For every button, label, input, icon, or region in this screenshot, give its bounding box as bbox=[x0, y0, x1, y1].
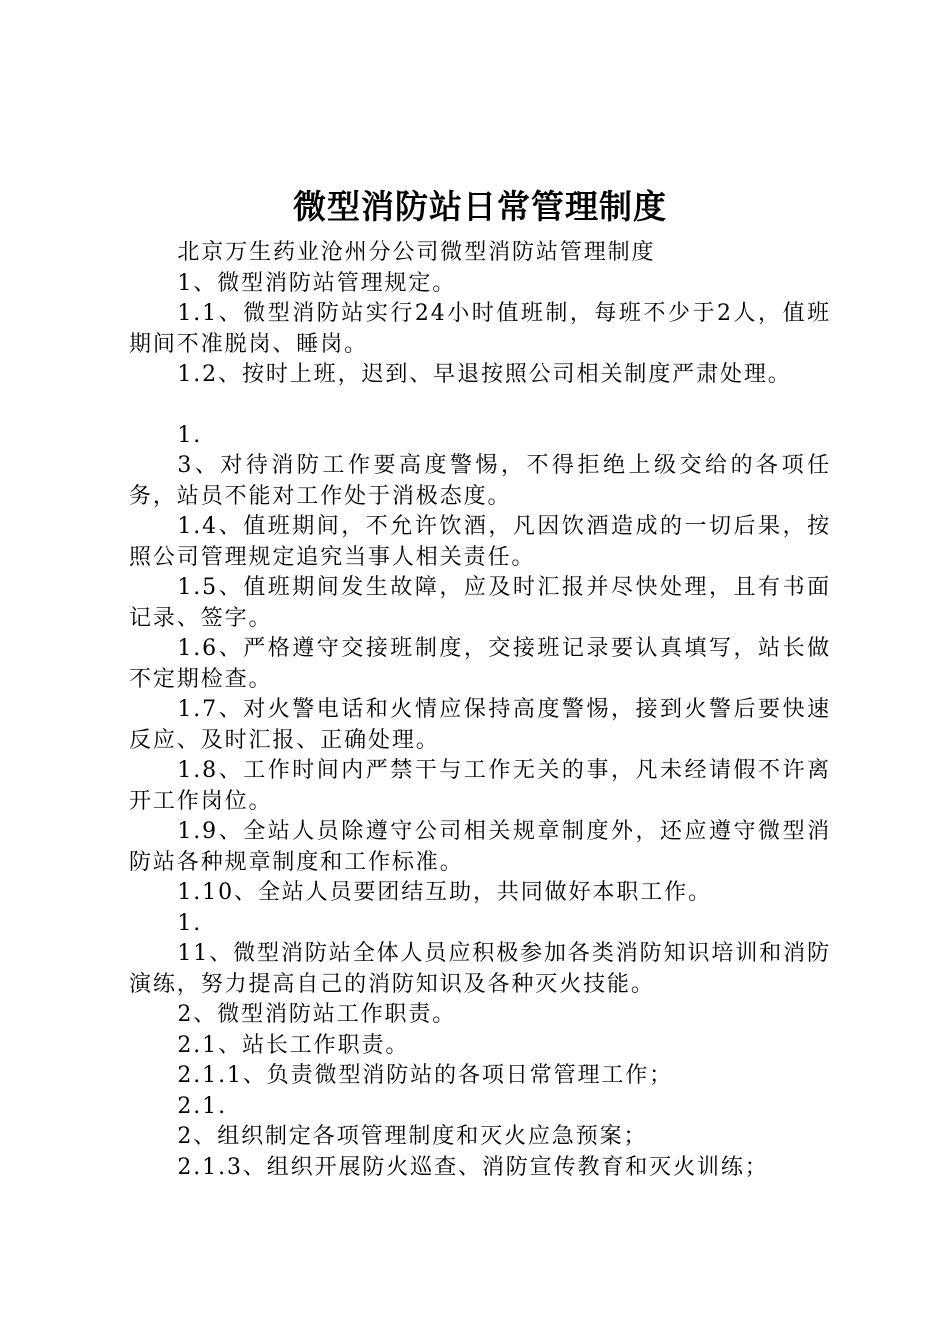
paragraph-1-2: 1.2、按时上班，迟到、早退按照公司相关制度严肃处理。 bbox=[177, 362, 792, 387]
paragraph-1-9: 1.9、全站人员除遵守公司相关规章制度外，还应遵守微型消防站各种规章制度和工作标准。 bbox=[129, 819, 831, 875]
paragraph-1-7: 1.7、对火警电话和火情应保持高度警惕，接到火警后要快速反应、及时汇报、正确处理。 bbox=[129, 697, 831, 753]
paragraph-2-1: 2.1、站长工作职责。 bbox=[177, 1032, 410, 1058]
document-title: 微型消防站日常管理制度 bbox=[293, 187, 667, 226]
paragraph-1-5: 1.5、值班期间发生故障，应及时汇报并尽快处理，且有书面记录、签字。 bbox=[129, 575, 831, 631]
paragraph-1-8: 1.8、工作时间内严禁干与工作无关的事，凡未经请假不许离开工作岗位。 bbox=[129, 758, 831, 814]
paragraph-1-11: 11、微型消防站全体人员应积极参加各类消防知识培训和消防演练，努力提高自己的消防知识及各种灭火技能。 bbox=[129, 941, 831, 997]
paragraph-section-2: 2、微型消防站工作职责。 bbox=[177, 1002, 457, 1027]
paragraph-1-3: 3、对待消防工作要高度警惕，不得拒绝上级交给的各项任务，站员不能对工作处于消极态度。 bbox=[129, 453, 831, 509]
paragraph-section-1: 1、微型消防站管理规定。 bbox=[177, 270, 457, 296]
paragraph-1-4: 1.4、值班期间，不允许饮酒，凡因饮酒造成的一切后果，按照公司管理规定追究当事人相关责任。 bbox=[129, 514, 831, 570]
paragraph-1-3-prefix: 1. bbox=[177, 422, 203, 448]
blank-line bbox=[129, 391, 831, 421]
document-body bbox=[129, 238, 831, 1183]
paragraph-2-1-2: 2、组织制定各项管理制度和灭火应急预案； bbox=[177, 1124, 648, 1149]
paragraph-subtitle: 北京万生药业沧州分公司微型消防站管理制度 bbox=[177, 240, 656, 265]
paragraph-1-1: 1.1、微型消防站实行24小时值班制，每班不少于2人，值班期间不准脱岗、睡岗。 bbox=[129, 301, 831, 357]
paragraph-2-1-2-prefix: 2.1. bbox=[177, 1093, 227, 1119]
paragraph-1-11-prefix: 1. bbox=[177, 910, 203, 936]
paragraph-1-10: 1.10、全站人员要团结互助，共同做好本职工作。 bbox=[177, 880, 712, 905]
paragraph-2-1-1: 2.1.1、负责微型消防站的各项日常管理工作； bbox=[177, 1063, 674, 1088]
paragraph-1-6: 1.6、严格遵守交接班制度，交接班记录要认真填写，站长做不定期检查。 bbox=[129, 636, 831, 692]
paragraph-2-1-3: 2.1.3、组织开展防火巡查、消防宣传教育和灭火训练； bbox=[177, 1154, 769, 1180]
